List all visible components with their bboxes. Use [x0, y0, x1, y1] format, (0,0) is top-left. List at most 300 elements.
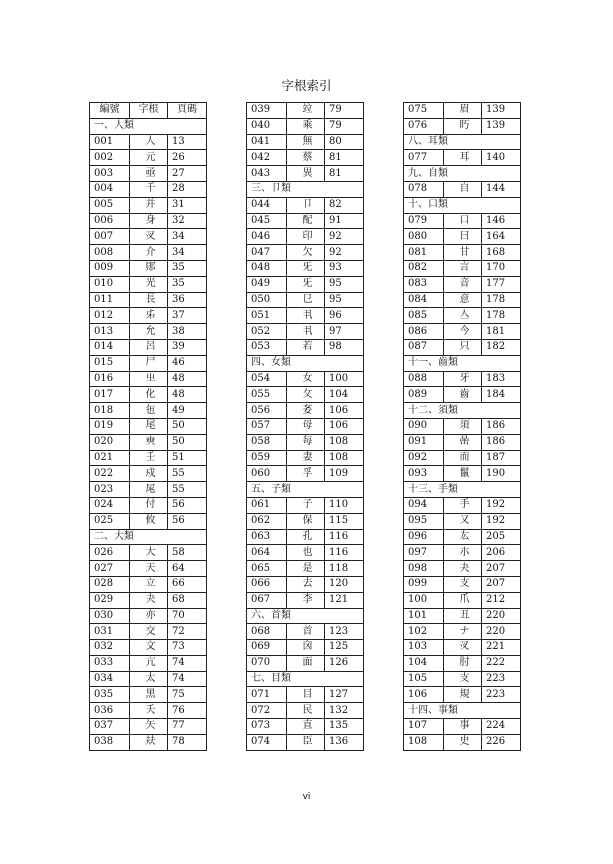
table-row: [404, 229, 521, 245]
entry-radical: 女: [287, 371, 325, 387]
page-title: 字根索引: [281, 78, 332, 93]
entry-code: 091: [404, 434, 444, 450]
entry-page: 181: [482, 324, 521, 340]
entry-radical: 言: [444, 260, 482, 276]
section-row: [404, 355, 521, 371]
table-row: [247, 103, 364, 119]
table-row: [404, 608, 521, 624]
entry-code: 043: [247, 166, 287, 182]
entry-page: 48: [168, 371, 207, 387]
table-row: [90, 403, 207, 419]
entry-radical: 每: [287, 434, 325, 450]
section-row: [247, 671, 364, 687]
entry-page: 108: [325, 450, 364, 466]
entry-code: 092: [404, 450, 444, 466]
entry-page: 190: [482, 466, 521, 482]
entry-radical: 去: [287, 576, 325, 592]
section-heading: 三、卩類: [247, 181, 364, 197]
table-row: [404, 150, 521, 166]
table-row: [404, 387, 521, 403]
entry-page: 223: [482, 687, 521, 703]
entry-radical: 夬: [130, 592, 168, 608]
entry-radical: 甘: [444, 245, 482, 261]
entry-code: 074: [247, 734, 287, 750]
table-row: [90, 450, 207, 466]
entry-page: 108: [325, 434, 364, 450]
entry-radical: 付: [130, 497, 168, 513]
table-row: [404, 213, 521, 229]
table-row: [247, 213, 364, 229]
entry-code: 103: [404, 640, 444, 656]
entry-radical: 𠂔: [130, 308, 168, 324]
entry-code: 057: [247, 418, 287, 434]
section-heading: 八、耳類: [404, 134, 521, 150]
section-heading: 十二、須類: [404, 403, 521, 419]
entry-page: 91: [325, 213, 364, 229]
table-row: [90, 276, 207, 292]
table-row: [247, 371, 364, 387]
table-row: [90, 260, 207, 276]
index-table-column-2: [246, 102, 364, 751]
entry-radical: 史: [444, 734, 482, 750]
entry-page: 98: [325, 339, 364, 355]
entry-page: 27: [168, 166, 207, 182]
entry-page: 38: [168, 324, 207, 340]
table-row: [247, 245, 364, 261]
entry-radical: 文: [130, 640, 168, 656]
entry-page: 139: [482, 103, 521, 119]
entry-code: 027: [90, 561, 130, 577]
entry-radical: 㔾: [287, 292, 325, 308]
table-row: [90, 513, 207, 529]
table-row: [90, 166, 207, 182]
entry-code: 018: [90, 403, 130, 419]
entry-page: 207: [482, 576, 521, 592]
entry-page: 80: [325, 134, 364, 150]
entry-radical: 身: [130, 213, 168, 229]
entry-page: 125: [325, 640, 364, 656]
table-row: [247, 734, 364, 750]
entry-code: 010: [90, 276, 130, 292]
entry-code: 025: [90, 513, 130, 529]
entry-radical: 手: [444, 497, 482, 513]
table-row: [404, 513, 521, 529]
entry-radical: 介: [130, 245, 168, 261]
entry-page: 95: [325, 276, 364, 292]
entry-radical: 首: [287, 624, 325, 640]
table-row: [404, 576, 521, 592]
entry-radical: 郥: [130, 260, 168, 276]
entry-code: 052: [247, 324, 287, 340]
table-row: [90, 134, 207, 150]
entry-radical: 人: [130, 134, 168, 150]
table-row: [90, 624, 207, 640]
table-row: [247, 260, 364, 276]
table-row: [90, 339, 207, 355]
entry-code: 062: [247, 513, 287, 529]
table-row: [247, 703, 364, 719]
entry-page: 212: [482, 592, 521, 608]
entry-page: 26: [168, 150, 207, 166]
entry-radical: 㚣: [287, 403, 325, 419]
table-row: [247, 719, 364, 735]
entry-page: 144: [482, 181, 521, 197]
entry-radical: 支: [444, 671, 482, 687]
table-row: [404, 466, 521, 482]
entry-radical: 交: [130, 624, 168, 640]
entry-code: 096: [404, 529, 444, 545]
entry-code: 051: [247, 308, 287, 324]
entry-page: 66: [168, 576, 207, 592]
entry-page: 50: [168, 418, 207, 434]
entry-code: 034: [90, 671, 130, 687]
table-row: [90, 213, 207, 229]
entry-page: 109: [325, 466, 364, 482]
entry-page: 116: [325, 545, 364, 561]
entry-page: 183: [482, 371, 521, 387]
table-row: [90, 229, 207, 245]
entry-code: 104: [404, 655, 444, 671]
table-row: [90, 245, 207, 261]
entry-code: 090: [404, 418, 444, 434]
entry-radical: 音: [444, 276, 482, 292]
entry-radical: 㕚: [444, 640, 482, 656]
entry-page: 140: [482, 150, 521, 166]
table-row: [404, 103, 521, 119]
table-row: [404, 655, 521, 671]
entry-code: 049: [247, 276, 287, 292]
entry-code: 042: [247, 150, 287, 166]
entry-radical: 丑: [444, 608, 482, 624]
entry-page: 222: [482, 655, 521, 671]
table-row: [404, 734, 521, 750]
entry-page: 32: [168, 213, 207, 229]
entry-code: 077: [404, 150, 444, 166]
entry-code: 108: [404, 734, 444, 750]
entry-code: 005: [90, 197, 130, 213]
table-row: [247, 418, 364, 434]
entry-radical: 大: [130, 545, 168, 561]
entry-code: 028: [90, 576, 130, 592]
entry-page: 72: [168, 624, 207, 640]
table-row: [247, 229, 364, 245]
entry-page: 64: [168, 561, 207, 577]
entry-page: 186: [482, 434, 521, 450]
entry-code: 009: [90, 260, 130, 276]
entry-code: 013: [90, 324, 130, 340]
entry-page: 192: [482, 513, 521, 529]
entry-page: 79: [325, 103, 364, 119]
table-row: [247, 529, 364, 545]
entry-page: 51: [168, 450, 207, 466]
entry-radical: 口: [444, 213, 482, 229]
entry-radical: 厷: [444, 529, 482, 545]
entry-code: 068: [247, 624, 287, 640]
entry-page: 58: [168, 545, 207, 561]
entry-code: 008: [90, 245, 130, 261]
table-row: [90, 655, 207, 671]
entry-code: 081: [404, 245, 444, 261]
entry-code: 029: [90, 592, 130, 608]
entry-page: 96: [325, 308, 364, 324]
entry-code: 015: [90, 355, 130, 371]
table-row: [247, 513, 364, 529]
entry-code: 054: [247, 371, 287, 387]
entry-radical: 配: [287, 213, 325, 229]
section-heading: 九、自類: [404, 166, 521, 182]
entry-radical: 天: [130, 561, 168, 577]
table-row: [90, 719, 207, 735]
entry-page: 50: [168, 434, 207, 450]
table-row: [404, 497, 521, 513]
entry-radical: 㞑: [130, 482, 168, 498]
entry-code: 031: [90, 624, 130, 640]
entry-code: 056: [247, 403, 287, 419]
table-row: [90, 387, 207, 403]
entry-page: 13: [168, 134, 207, 150]
entry-code: 019: [90, 418, 130, 434]
table-row: [247, 166, 364, 182]
entry-radical: 卩: [287, 197, 325, 213]
entry-radical: 朩: [444, 545, 482, 561]
entry-page: 168: [482, 245, 521, 261]
entry-radical: 意: [444, 292, 482, 308]
table-row: [404, 260, 521, 276]
entry-radical: 㕚: [130, 229, 168, 245]
table-row: [90, 734, 207, 750]
entry-radical: 臣: [287, 734, 325, 750]
table-row: [247, 497, 364, 513]
entry-page: 206: [482, 545, 521, 561]
entry-radical: 蔡: [287, 150, 325, 166]
entry-code: 097: [404, 545, 444, 561]
entry-code: 022: [90, 466, 130, 482]
header-code: 編號: [90, 103, 130, 119]
entry-radical: 眉: [444, 103, 482, 119]
entry-page: 123: [325, 624, 364, 640]
entry-radical: 允: [130, 324, 168, 340]
entry-radical: 無: [287, 134, 325, 150]
entry-code: 016: [90, 371, 130, 387]
entry-code: 046: [247, 229, 287, 245]
entry-code: 050: [247, 292, 287, 308]
entry-code: 055: [247, 387, 287, 403]
table-row: [404, 671, 521, 687]
table-row: [247, 655, 364, 671]
entry-radical: 亼: [444, 308, 482, 324]
entry-code: 063: [247, 529, 287, 545]
table-row: [90, 324, 207, 340]
entry-code: 101: [404, 608, 444, 624]
section-heading: 十、口類: [404, 197, 521, 213]
entry-code: 065: [247, 561, 287, 577]
table-row: [247, 292, 364, 308]
entry-radical: 光: [130, 276, 168, 292]
entry-code: 069: [247, 640, 287, 656]
section-row: [90, 118, 207, 134]
entry-radical: 李: [287, 592, 325, 608]
table-row: [90, 371, 207, 387]
table-row: [404, 339, 521, 355]
entry-page: 68: [168, 592, 207, 608]
entry-page: 118: [325, 561, 364, 577]
entry-radical: 丮: [287, 308, 325, 324]
entry-page: 192: [482, 497, 521, 513]
table-row: [247, 450, 364, 466]
table-row: [90, 561, 207, 577]
entry-code: 007: [90, 229, 130, 245]
entry-radical: 事: [444, 719, 482, 735]
entry-radical: 䀎: [444, 118, 482, 134]
table-row: [90, 592, 207, 608]
entry-page: 46: [168, 355, 207, 371]
entry-code: 072: [247, 703, 287, 719]
entry-page: 226: [482, 734, 521, 750]
entry-code: 078: [404, 181, 444, 197]
entry-radical: 矢: [130, 719, 168, 735]
entry-code: 002: [90, 150, 130, 166]
entry-code: 086: [404, 324, 444, 340]
table-row: [247, 624, 364, 640]
entry-radical: 又: [444, 513, 482, 529]
entry-page: 55: [168, 482, 207, 498]
entry-code: 053: [247, 339, 287, 355]
entry-page: 35: [168, 260, 207, 276]
table-row: [90, 703, 207, 719]
table-row: [90, 466, 207, 482]
entry-code: 107: [404, 719, 444, 735]
entry-code: 023: [90, 482, 130, 498]
table-row: [247, 640, 364, 656]
entry-radical: 面: [287, 655, 325, 671]
entry-radical: 㐌: [130, 403, 168, 419]
entry-code: 075: [404, 103, 444, 119]
table-row: [247, 150, 364, 166]
entry-page: 220: [482, 624, 521, 640]
entry-page: 127: [325, 687, 364, 703]
entry-radical: 立: [130, 576, 168, 592]
entry-radical: 而: [444, 450, 482, 466]
entry-page: 178: [482, 292, 521, 308]
table-row: [404, 276, 521, 292]
table-row: [404, 561, 521, 577]
entry-page: 74: [168, 655, 207, 671]
table-row: [404, 719, 521, 735]
entry-code: 003: [90, 166, 130, 182]
entry-page: 115: [325, 513, 364, 529]
table-row: [90, 576, 207, 592]
entry-code: 094: [404, 497, 444, 513]
entry-code: 026: [90, 545, 130, 561]
entry-page: 170: [482, 260, 521, 276]
entry-page: 35: [168, 276, 207, 292]
table-row: [247, 592, 364, 608]
section-row: [404, 166, 521, 182]
entry-radical: 攸: [130, 513, 168, 529]
entry-code: 106: [404, 687, 444, 703]
entry-code: 099: [404, 576, 444, 592]
entry-radical: 乘: [287, 118, 325, 134]
section-heading: 二、大類: [90, 529, 207, 545]
entry-radical: 囟: [287, 640, 325, 656]
entry-code: 071: [247, 687, 287, 703]
table-row: [247, 576, 364, 592]
table-row: [247, 387, 364, 403]
entry-radical: 尾: [130, 418, 168, 434]
table-row: [90, 197, 207, 213]
entry-radical: 是: [287, 561, 325, 577]
entry-radical: 戍: [130, 466, 168, 482]
entry-code: 020: [90, 434, 130, 450]
entry-page: 93: [325, 260, 364, 276]
table-row: [247, 134, 364, 150]
entry-code: 089: [404, 387, 444, 403]
table-row: [247, 403, 364, 419]
entry-page: 78: [168, 734, 207, 750]
table-row: [247, 324, 364, 340]
entry-page: 104: [325, 387, 364, 403]
entry-code: 033: [90, 655, 130, 671]
table-row: [247, 118, 364, 134]
entry-page: 49: [168, 403, 207, 419]
entry-page: 164: [482, 229, 521, 245]
entry-page: 177: [482, 276, 521, 292]
entry-code: 073: [247, 719, 287, 735]
entry-radical: 若: [287, 339, 325, 355]
entry-code: 012: [90, 308, 130, 324]
table-row: [247, 466, 364, 482]
entry-radical: 夬: [444, 561, 482, 577]
index-table-column-3: [403, 102, 521, 751]
section-heading: 七、目類: [247, 671, 364, 687]
entry-radical: 今: [444, 324, 482, 340]
entry-code: 014: [90, 339, 130, 355]
table-row: [404, 371, 521, 387]
entry-page: 136: [325, 734, 364, 750]
entry-radical: 黑: [130, 687, 168, 703]
table-row: [90, 608, 207, 624]
entry-radical: 子: [287, 497, 325, 513]
entry-page: 146: [482, 213, 521, 229]
entry-radical: 民: [287, 703, 325, 719]
entry-radical: 直: [287, 719, 325, 735]
entry-code: 035: [90, 687, 130, 703]
entry-radical: 亟: [130, 166, 168, 182]
table-row: [404, 181, 521, 197]
section-row: [90, 529, 207, 545]
section-row: [404, 197, 521, 213]
entry-radical: 須: [444, 418, 482, 434]
entry-page: 55: [168, 466, 207, 482]
entry-code: 047: [247, 245, 287, 261]
table-row: [247, 545, 364, 561]
table-row: [247, 197, 364, 213]
entry-code: 076: [404, 118, 444, 134]
entry-page: 220: [482, 608, 521, 624]
entry-radical: 竝: [287, 103, 325, 119]
entry-code: 017: [90, 387, 130, 403]
entry-radical: 夭: [130, 703, 168, 719]
entry-page: 135: [325, 719, 364, 735]
section-heading: 十四、事類: [404, 703, 521, 719]
entry-page: 121: [325, 592, 364, 608]
entry-page: 48: [168, 387, 207, 403]
entry-radical: 齒: [444, 387, 482, 403]
entry-code: 001: [90, 134, 130, 150]
entry-radical: 呂: [130, 339, 168, 355]
entry-page: 207: [482, 561, 521, 577]
section-row: [247, 355, 364, 371]
